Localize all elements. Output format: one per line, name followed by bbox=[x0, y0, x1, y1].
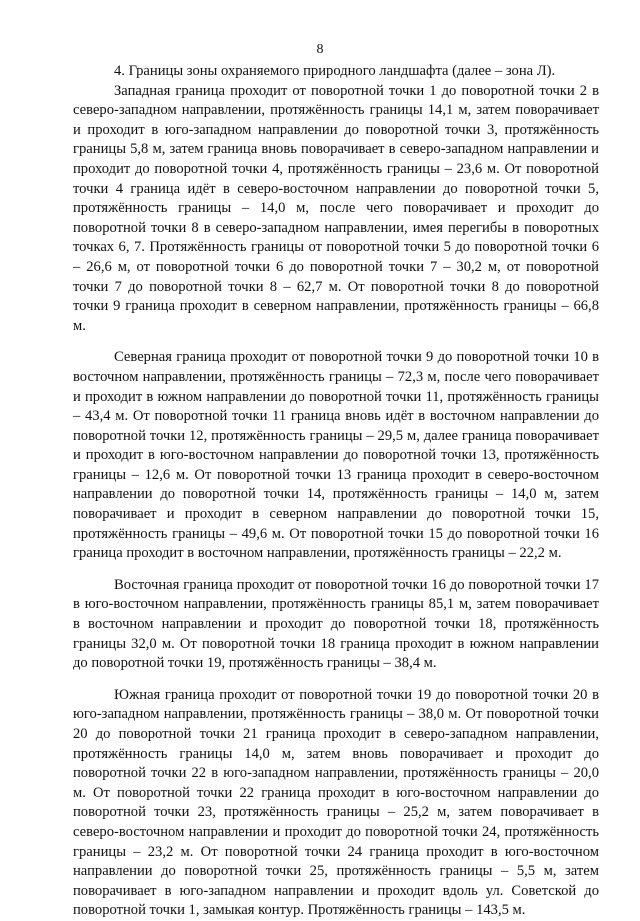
paragraph-north-boundary: Северная граница проходит от поворотной точки 9 до поворотной точки 10 в восточном направлении, протяжённость границы – 72,3 м, после чего поворачивает и проходит в южном направлении до поворотной точки 11, протяжённость границы – 43,4 м. От поворотной точки 11 граница вновь идёт в восточном направлении до поворотной точки 12, протяжённость границы – 29,5 м, далее граница поворачивает и проходит в юго-восточном направлении до поворотной точки 13, протяжённость границы – 12,6 м. От поворотной точки 13 граница проходит в северо-восточном направлении до поворотной точки 14, протяжённость границы – 14,0 м, затем поворачивает и проходит в северном направлении до поворотной точки 15, протяжённость границы – 49,6 м. От поворотной точки 15 до поворотной точки 16 граница проходит в восточном направлении, протяжённость границы – 22,2 м. bbox=[73, 349, 599, 562]
section-heading: 4. Границы зоны охраняемого природного ландшафта (далее – зона Л). bbox=[114, 63, 556, 79]
document-body bbox=[73, 62, 599, 921]
paragraph-east-boundary: Восточная граница проходит от поворотной точки 16 до поворотной точки 17 в юго-восточном направлении, протяжённость границы 85,1 м, затем поворачивает в восточном направлении и проходит до поворотной точки 18, протяжённость границы 32,0 м. От поворотной точки 18 граница проходит в южном направлении до поворотной точки 19, протяжённость границы – 38,4 м. bbox=[73, 576, 599, 672]
page-number: 8 bbox=[316, 42, 324, 57]
paragraph-west-boundary: Западная граница проходит от поворотной точки 1 до поворотной точки 2 в северо-западном направлении, протяжённость границы 14,1 м, затем поворачивает и проходит в юго-западном направлении до поворотной точки 3, протяжённость границы 5,8 м, затем граница вновь поворачивает в северо-западном направлении и проходит до поворотной точки 4, протяжённость границы – 23,6 м. От поворотной точки 4 граница идёт в северо-восточном направлении до поворотной точки 5, протяжённость границы – 14,0 м, после чего поворачивает и проходит до поворотной точки 8 в северо-западном направлении, имея перегибы в поворотных точках 6, 7. Протяжённость границы от поворотной точки 5 до поворотной точки 6 – 26,6 м, от поворотной точки 6 до поворотной точки 7 – 30,2 м, от поворотной точки 7 до поворотной точки 8 – 62,7 м. От поворотной точки 8 до поворотной точки 9 граница проходит в северном направлении, протяжённость границы – 66,8 м. bbox=[73, 82, 599, 334]
paragraph-south-boundary: Южная граница проходит от поворотной точки 19 до поворотной точки 20 в юго-западном направлении, протяжённость границы – 38,0 м. От поворотной точки 20 до поворотной точки 21 граница проходит в северо-западном направлении, протяжённость границы 14,0 м, затем вновь поворачивает и проходит до поворотной точки 22 в юго-западном направлении, протяжённость границы – 20,0 м. От поворотной точки 22 граница проходит в юго-восточном направлении до поворотной точки 23, протяжённость границы – 25,2 м, затем поворачивает в северо-восточном направлении и проходит до поворотной точки 24, протяжённость границы – 23,2 м. От поворотной точки 24 граница проходит в юго-восточном направлении до поворотной точки 25, протяжённость границы – 5,5 м, затем поворачивает в юго-западном направлении и проходит вдоль ул. Советской до поворотной точки 1, замыкая контур. Протяжённость границы – 143,5 м. bbox=[73, 686, 599, 919]
